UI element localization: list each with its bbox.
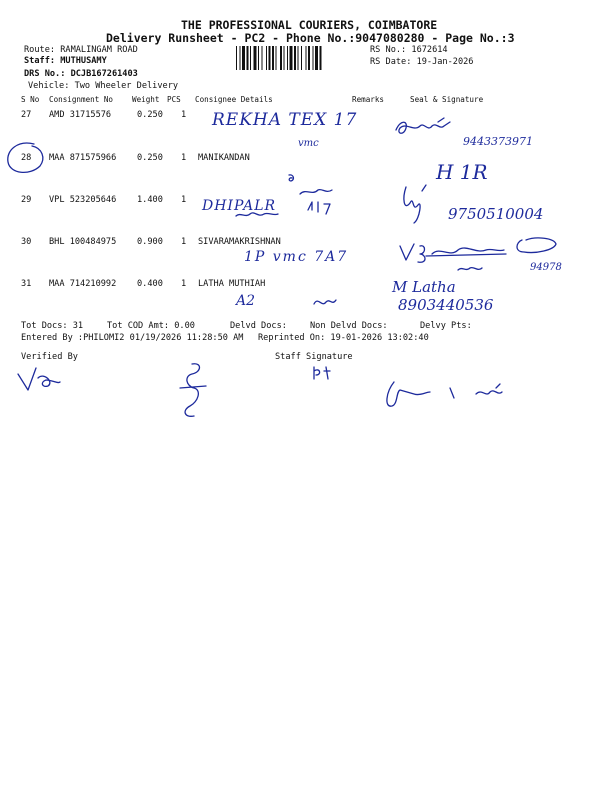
handwritten-remark-row28: H 1R [436, 160, 488, 184]
staff-initial-mark [310, 365, 334, 381]
reprinted-on: Reprinted On: 19-01-2026 13:02:40 [258, 333, 429, 343]
row-consignment: MAA 871575966 [49, 153, 117, 163]
row-consignment: BHL 100484975 [49, 237, 117, 247]
handwritten-signature-row27 [392, 116, 462, 140]
drs-label: DRS No.: DCJB167261403 [24, 69, 138, 79]
row-weight: 0.250 [137, 110, 163, 120]
row-consignment: MAA 714210992 [49, 279, 117, 289]
barcode-bar [262, 46, 263, 70]
total-docs: Tot Docs: 31 [21, 321, 84, 331]
handwritten-consignee-dhipalr: DHIPALR [202, 198, 277, 214]
barcode-bar [315, 46, 318, 70]
barcode-bar [308, 46, 310, 70]
staff-signature-label: Staff Signature [275, 352, 353, 362]
barcode-bar [320, 46, 322, 70]
row-sno: 27 [21, 110, 32, 120]
row-weight: 0.400 [137, 279, 163, 289]
barcode-bar [247, 46, 249, 70]
supervisor-signature [380, 378, 520, 414]
handwritten-note-row31: A2 [236, 293, 256, 309]
row-sno: 31 [21, 279, 32, 289]
row-weight: 0.900 [137, 237, 163, 247]
barcode-bar [298, 46, 299, 70]
row-pcs: 1 [181, 153, 187, 163]
barcode-bar [313, 46, 314, 70]
handwritten-phone-row30: 94978 [530, 262, 562, 273]
barcode-bar [287, 46, 288, 70]
vehicle-label: Vehicle: Two Wheeler Delivery [28, 81, 179, 91]
staff-signature-mark [172, 358, 212, 422]
delivery-points: Delvy Pts: [420, 321, 472, 331]
verified-by-signature [14, 360, 64, 396]
entered-by: Entered By :PHILOMI2 01/19/2026 11:28:50 AM [21, 333, 244, 343]
handwritten-signature-row29 [396, 183, 436, 227]
col-header-sno: S No [21, 95, 40, 104]
handwritten-phone-row29: 9750510004 [448, 205, 544, 223]
barcode-bar [240, 46, 241, 70]
col-header-pcs: PCS [167, 95, 181, 104]
handwritten-consignee-rekha: REKHA TEX 17 [212, 110, 358, 130]
barcode-bar [294, 46, 296, 70]
staff-label: Staff: MUTHUSAMY [24, 56, 107, 66]
barcode [236, 46, 366, 70]
row-sno: 28 [21, 153, 32, 163]
barcode-bar [306, 46, 307, 70]
barcode-bar [284, 46, 285, 70]
row-pcs: 1 [181, 110, 187, 120]
col-header-seal-signature: Seal & Signature [410, 95, 484, 104]
handwritten-note-row30: 1P vmc 7A7 [244, 249, 349, 265]
barcode-bar [269, 46, 271, 70]
row-pcs: 1 [181, 195, 187, 205]
barcode-bar [242, 46, 245, 70]
row-pcs: 1 [181, 237, 187, 247]
barcode-bar [276, 46, 277, 70]
rs-number: RS No.: 1672614 [370, 45, 448, 55]
runsheet-subtitle: Delivery Runsheet - PC2 - Phone No.:9047080280 - Page No.:3 [106, 31, 515, 45]
barcode-bar [290, 46, 293, 70]
col-header-consignee: Consignee Details [195, 95, 273, 104]
handwritten-name-row31: M Latha [392, 278, 456, 296]
barcode-bar [254, 46, 257, 70]
handwritten-note-vmc: vmc [298, 138, 319, 149]
handwritten-mark-row28 [286, 172, 298, 184]
row-consignee: LATHA MUTHIAH [198, 279, 266, 289]
barcode-bar [258, 46, 259, 70]
delivered-docs: Delvd Docs: [230, 321, 287, 331]
barcode-bar [250, 46, 251, 70]
route-label: Route: RAMALINGAM ROAD [24, 45, 138, 55]
row-sno: 29 [21, 195, 32, 205]
total-cod-amount: Tot COD Amt: 0.00 [107, 321, 195, 331]
barcode-bar [266, 46, 267, 70]
barcode-bar [272, 46, 274, 70]
barcode-bar [301, 46, 302, 70]
handwritten-phone-row31: 8903440536 [398, 296, 494, 314]
row-weight: 0.250 [137, 153, 163, 163]
handwritten-phone-row27: 9443373971 [463, 135, 533, 148]
col-header-remarks: Remarks [352, 95, 385, 104]
row-pcs: 1 [181, 279, 187, 289]
row-weight: 1.400 [137, 195, 163, 205]
row-consignee: MANIKANDAN [198, 153, 250, 163]
handwritten-mark-row31 [312, 294, 338, 310]
handwritten-signature-row30 [396, 236, 586, 280]
row-consignment: AMD 31715576 [49, 110, 112, 120]
non-delivered-docs: Non Delvd Docs: [310, 321, 388, 331]
row-sno: 30 [21, 237, 32, 247]
col-header-consignment: Consignment No [49, 95, 114, 104]
barcode-bar [280, 46, 282, 70]
row-consignee: SIVARAMAKRISHNAN [198, 237, 281, 247]
row-consignment: VPL 523205646 [49, 195, 117, 205]
verified-by-label: Verified By [21, 352, 78, 362]
barcode-bar [236, 46, 237, 70]
company-title: THE PROFESSIONAL COURIERS, COIMBATORE [181, 18, 438, 32]
rs-date: RS Date: 19-Jan-2026 [370, 57, 474, 67]
col-header-weight: Weight [132, 95, 160, 104]
